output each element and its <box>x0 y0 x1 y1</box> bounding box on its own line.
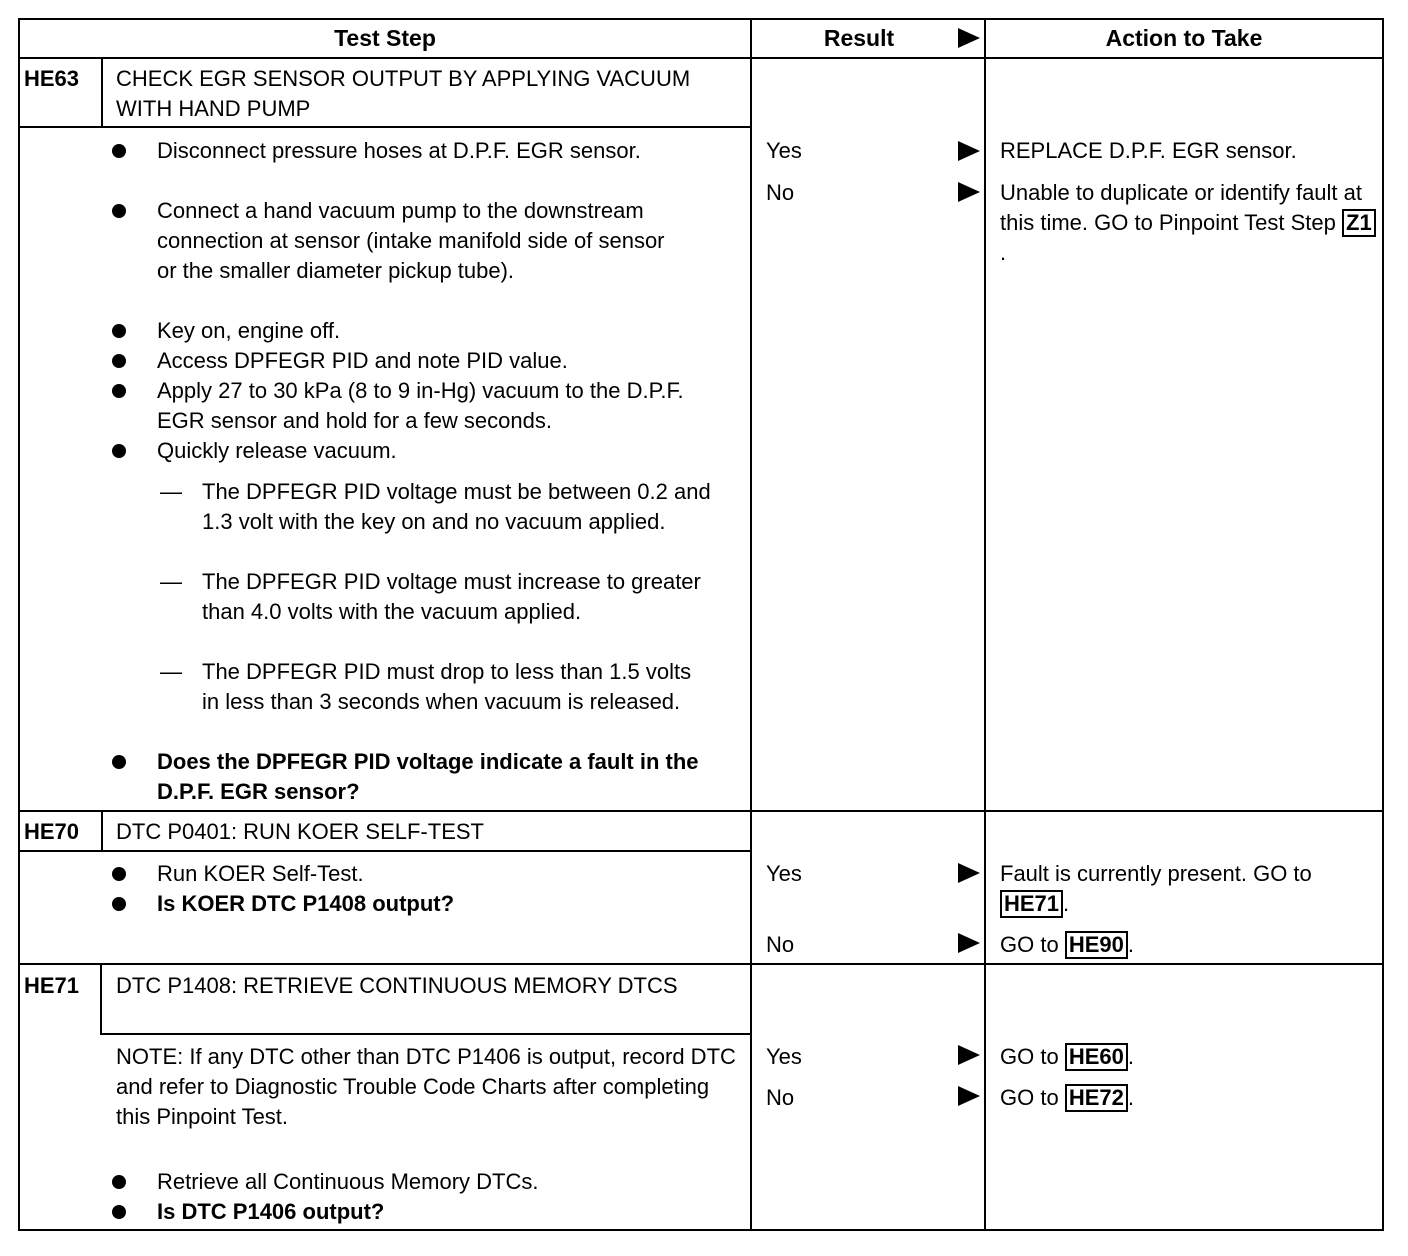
ref-z1[interactable]: Z1 <box>1342 209 1376 237</box>
he70-step-title: DTC P0401: RUN KOER SELF-TEST <box>116 819 484 844</box>
he70-id-divider <box>101 810 103 852</box>
header-action: Action to Take <box>1105 25 1263 51</box>
header-bottom-line <box>18 57 1384 59</box>
ref-he72[interactable]: HE72 <box>1065 1084 1128 1112</box>
he71-no-action-end: . <box>1127 1085 1134 1110</box>
dash-icon: — <box>160 569 182 594</box>
header-test-step: Test Step <box>334 25 436 51</box>
he63-yes-action: REPLACE D.P.F. EGR sensor. <box>1000 138 1297 163</box>
header-arrow-icon <box>958 28 980 48</box>
result-arrow-icon <box>958 933 980 953</box>
col-divider-result <box>750 18 752 1231</box>
he71-no-action <box>1000 1083 1370 1113</box>
he63-no-action <box>1000 178 1380 268</box>
he71-yes-action-end: . <box>1127 1044 1134 1069</box>
ref-he71[interactable]: HE71 <box>1000 890 1063 918</box>
he70-no-action-end: . <box>1127 932 1134 957</box>
border-left <box>18 18 20 1231</box>
ref-he90[interactable]: HE90 <box>1065 931 1128 959</box>
bullet-icon <box>112 897 126 911</box>
he70-step-id: HE70 <box>24 819 80 844</box>
he71-note: NOTE: If any DTC other than DTC P1406 is output, record DTC and refer to Diagnostic Trouble Code Charts after completing this Pinpoint Test. <box>116 1044 736 1129</box>
he70-no-action <box>1000 930 1370 960</box>
he63-dash-1: The DPFEGR PID voltage must be between 0.2 and 1.3 volt with the key on and no vacuum applied. <box>202 479 711 534</box>
he70-title-bottom <box>18 850 752 852</box>
bullet-icon <box>112 144 126 158</box>
he70-no-action-text: GO to <box>1000 932 1059 957</box>
he70-yes-action <box>1000 859 1370 919</box>
he71-no-label: No <box>766 1085 795 1110</box>
he63-no-label: No <box>766 180 795 205</box>
he63-bullet-5: Apply 27 to 30 kPa (8 to 9 in-Hg) vacuum to the D.P.F. EGR sensor and hold for a few seconds. <box>157 378 684 433</box>
he71-step-title: DTC P1408: RETRIEVE CONTINUOUS MEMORY DTCS <box>116 973 678 998</box>
he71-no-action-text: GO to <box>1000 1085 1059 1110</box>
bullet-icon <box>112 1175 126 1189</box>
border-top <box>18 18 1384 20</box>
he63-no-action-text: Unable to duplicate or identify fault at this time. GO to Pinpoint Test Step <box>1000 180 1363 235</box>
result-arrow-icon <box>958 1086 980 1106</box>
dash-icon: — <box>160 479 182 504</box>
he71-title-bottom <box>100 1033 752 1035</box>
he63-yes-label: Yes <box>766 138 802 163</box>
bullet-icon <box>112 1205 126 1219</box>
he63-question: Does the DPFEGR PID voltage indicate a fault in the D.P.F. EGR sensor? <box>157 749 699 804</box>
bullet-icon <box>112 867 126 881</box>
header-result: Result <box>823 25 895 51</box>
he70-yes-action-end: . <box>1063 891 1070 916</box>
he63-bullet-6: Quickly release vacuum. <box>157 438 397 463</box>
col-divider-action <box>984 18 986 1231</box>
result-arrow-icon <box>958 182 980 202</box>
he70-bullet-1: Run KOER Self-Test. <box>157 861 364 886</box>
border-right <box>1382 18 1384 1231</box>
result-arrow-icon <box>958 1045 980 1065</box>
he63-bullet-1: Disconnect pressure hoses at D.P.F. EGR sensor. <box>157 138 641 163</box>
he63-step-id: HE63 <box>24 66 80 91</box>
bullet-icon <box>112 755 126 769</box>
he63-step-title: CHECK EGR SENSOR OUTPUT BY APPLYING VACUUM WITH HAND PUMP <box>116 66 691 121</box>
he70-yes-label: Yes <box>766 861 802 886</box>
he63-title-bottom <box>18 126 752 128</box>
he63-id-divider <box>101 57 103 128</box>
row-divider-he70 <box>18 810 1384 812</box>
bullet-icon <box>112 204 126 218</box>
result-arrow-icon <box>958 141 980 161</box>
he71-id-divider <box>100 963 102 1035</box>
he63-bullet-3: Key on, engine off. <box>157 318 341 343</box>
he63-bullet-2: Connect a hand vacuum pump to the downstream connection at sensor (intake manifold side of sensor or the smaller diameter pickup tube). <box>157 198 665 283</box>
row-divider-he71 <box>18 963 1384 965</box>
he71-question: Is DTC P1406 output? <box>157 1199 385 1224</box>
he71-step-id: HE71 <box>24 973 80 998</box>
he63-dash-2: The DPFEGR PID voltage must increase to greater than 4.0 volts with the vacuum applied. <box>202 569 701 624</box>
he70-question: Is KOER DTC P1408 output? <box>157 891 455 916</box>
result-arrow-icon <box>958 863 980 883</box>
he71-yes-action-text: GO to <box>1000 1044 1059 1069</box>
border-bottom <box>18 1229 1384 1231</box>
bullet-icon <box>112 354 126 368</box>
he63-dash-3: The DPFEGR PID must drop to less than 1.5 volts in less than 3 seconds when vacuum is released. <box>202 659 692 714</box>
he71-bullet-1: Retrieve all Continuous Memory DTCs. <box>157 1169 539 1194</box>
he63-bullet-4: Access DPFEGR PID and note PID value. <box>157 348 568 373</box>
dash-icon: — <box>160 659 182 684</box>
he71-yes-label: Yes <box>766 1044 802 1069</box>
bullet-icon <box>112 444 126 458</box>
ref-he60[interactable]: HE60 <box>1065 1043 1128 1071</box>
he71-yes-action <box>1000 1042 1370 1072</box>
bullet-icon <box>112 384 126 398</box>
he63-no-action-end: . <box>1000 240 1007 265</box>
he70-yes-action-text: Fault is currently present. GO to <box>1000 861 1312 886</box>
bullet-icon <box>112 324 126 338</box>
he70-no-label: No <box>766 932 795 957</box>
